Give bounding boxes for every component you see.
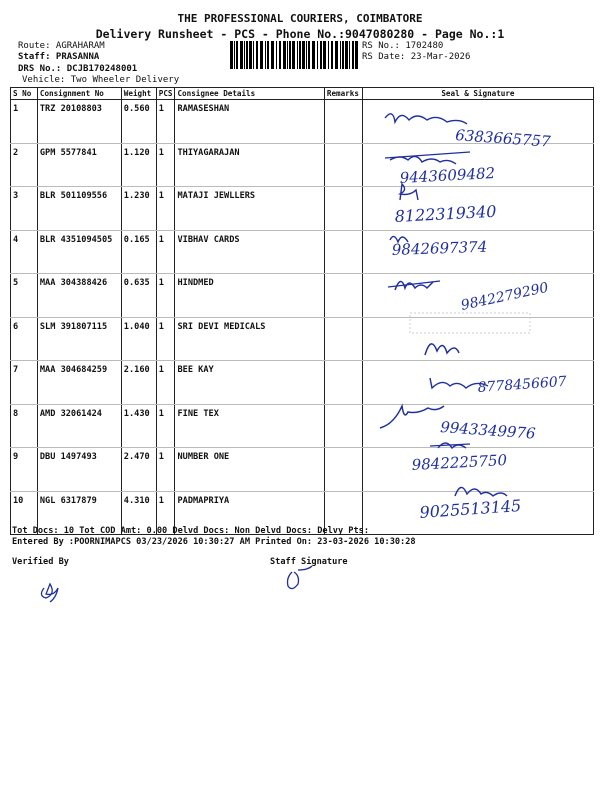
table-row: [11, 143, 594, 187]
row-consignee: VIBHAV CARDS: [175, 230, 324, 274]
vehicle-label: Vehicle: Two Wheeler Delivery: [22, 75, 180, 85]
row-weight: 2.160: [121, 361, 156, 405]
handwritten-phone: 9842279290: [459, 279, 550, 314]
row-consignee: PADMAPRIYA: [175, 491, 324, 535]
company-title: THE PROFESSIONAL COURIERS, COIMBATORE: [177, 12, 423, 25]
row-sno: 1: [11, 100, 38, 144]
col-weight: Weight: [121, 88, 156, 100]
row-consignment-no: NGL 6317879: [37, 491, 121, 535]
table-row: [11, 404, 594, 448]
route-label: Route: AGRAHARAM: [18, 41, 105, 51]
row-consignee: RAMASESHAN: [175, 100, 324, 144]
row-signature: [362, 143, 593, 187]
totals-line: Tot Docs: 10 Tot COD Amt: 0.00 Delvd Docs: Non Delvd Docs: Delvy Pts:: [12, 526, 369, 536]
row-weight: 1.120: [121, 143, 156, 187]
row-sno: 5: [11, 274, 38, 318]
handwritten-phone: 6383665757: [454, 126, 552, 151]
row-weight: 2.470: [121, 448, 156, 492]
row-weight: 1.040: [121, 317, 156, 361]
row-consignment-no: BLR 501109556: [37, 187, 121, 231]
row-pcs: 1: [156, 404, 175, 448]
verified-by-label: Verified By: [12, 557, 69, 567]
row-sno: 4: [11, 230, 38, 274]
row-signature: [362, 230, 593, 274]
handwritten-phone: 9943349976: [439, 418, 537, 443]
row-sno: 8: [11, 404, 38, 448]
row-sno: 3: [11, 187, 38, 231]
row-signature: [362, 491, 593, 535]
col-sno: S No: [11, 88, 38, 100]
row-weight: 0.165: [121, 230, 156, 274]
row-sno: 10: [11, 491, 38, 535]
row-consignee: SRI DEVI MEDICALS: [175, 317, 324, 361]
drs-number: DRS No.: DCJB170248001: [18, 64, 138, 74]
rs-number: RS No.: 1702480: [362, 41, 444, 51]
table-row: [11, 230, 594, 274]
row-consignment-no: TRZ 20108803: [37, 100, 121, 144]
row-weight: 0.635: [121, 274, 156, 318]
row-consignment-no: DBU 1497493: [37, 448, 121, 492]
row-remarks: [324, 143, 362, 187]
barcode-icon: [230, 41, 358, 69]
row-pcs: 1: [156, 187, 175, 231]
row-remarks: [324, 187, 362, 231]
row-consignee: THIYAGARAJAN: [175, 143, 324, 187]
runsheet-table: [10, 87, 594, 535]
col-signature: Seal & Signature: [362, 88, 593, 100]
handwritten-phone: 8778456607: [477, 373, 568, 396]
runsheet-subtitle: Delivery Runsheet - PCS - Phone No.:9047080280 - Page No.:1: [95, 27, 505, 41]
row-signature: [362, 100, 593, 144]
handwritten-phone: 9842225750: [411, 451, 508, 474]
handwritten-phone: 9025513145: [418, 495, 522, 522]
row-consignee: HINDMED: [175, 274, 324, 318]
handwritten-phone: 9443609482: [399, 164, 496, 187]
col-consignee: Consignee Details: [175, 88, 324, 100]
row-consignee: FINE TEX: [175, 404, 324, 448]
row-sno: 9: [11, 448, 38, 492]
verified-signature: [41, 584, 58, 602]
row-sno: 2: [11, 143, 38, 187]
table-header: [11, 88, 594, 100]
table-row: [11, 187, 594, 231]
staff-signature-mark: [288, 566, 313, 589]
row-weight: 1.230: [121, 187, 156, 231]
row-remarks: [324, 274, 362, 318]
table-row: [11, 317, 594, 361]
row-consignment-no: MAA 304388426: [37, 274, 121, 318]
row-pcs: 1: [156, 230, 175, 274]
row-weight: 0.560: [121, 100, 156, 144]
row-consignee: BEE KAY: [175, 361, 324, 405]
row-pcs: 1: [156, 317, 175, 361]
col-consignment: Consignment No: [37, 88, 121, 100]
row-remarks: [324, 448, 362, 492]
row-signature: [362, 187, 593, 231]
table-row: [11, 448, 594, 492]
row-signature: [362, 317, 593, 361]
table-row: [11, 274, 594, 318]
row-remarks: [324, 317, 362, 361]
rs-date: RS Date: 23-Mar-2026: [362, 52, 471, 62]
staff-signature-label: Staff Signature: [270, 557, 348, 567]
row-pcs: 1: [156, 100, 175, 144]
row-sno: 7: [11, 361, 38, 405]
row-weight: 1.430: [121, 404, 156, 448]
handwritten-phone: 9842697374: [391, 237, 488, 259]
row-sno: 6: [11, 317, 38, 361]
row-signature: [362, 448, 593, 492]
row-consignee: MATAJI JEWLLERS: [175, 187, 324, 231]
row-pcs: 1: [156, 274, 175, 318]
row-consignment-no: GPM 5577841: [37, 143, 121, 187]
row-consignee: NUMBER ONE: [175, 448, 324, 492]
row-signature: [362, 404, 593, 448]
row-pcs: 1: [156, 448, 175, 492]
row-consignment-no: AMD 32061424: [37, 404, 121, 448]
row-pcs: 1: [156, 143, 175, 187]
row-remarks: [324, 404, 362, 448]
row-weight: 4.310: [121, 491, 156, 535]
row-signature: [362, 361, 593, 405]
staff-label: Staff: PRASANNA: [18, 52, 100, 62]
col-remarks: Remarks: [324, 88, 362, 100]
row-remarks: [324, 100, 362, 144]
row-remarks: [324, 230, 362, 274]
row-signature: [362, 274, 593, 318]
table-row: [11, 361, 594, 405]
row-pcs: 1: [156, 361, 175, 405]
row-consignment-no: BLR 4351094505: [37, 230, 121, 274]
entered-by-line: Entered By :POORNIMAPCS 03/23/2026 10:30:27 AM Printed On: 23-03-2026 10:30:28: [12, 537, 416, 547]
handwritten-phone: 8122319340: [394, 201, 497, 226]
row-remarks: [324, 361, 362, 405]
table-row: [11, 100, 594, 144]
col-pcs: PCS: [156, 88, 175, 100]
row-consignment-no: MAA 304684259: [37, 361, 121, 405]
row-consignment-no: SLM 391807115: [37, 317, 121, 361]
row-pcs: 1: [156, 491, 175, 535]
